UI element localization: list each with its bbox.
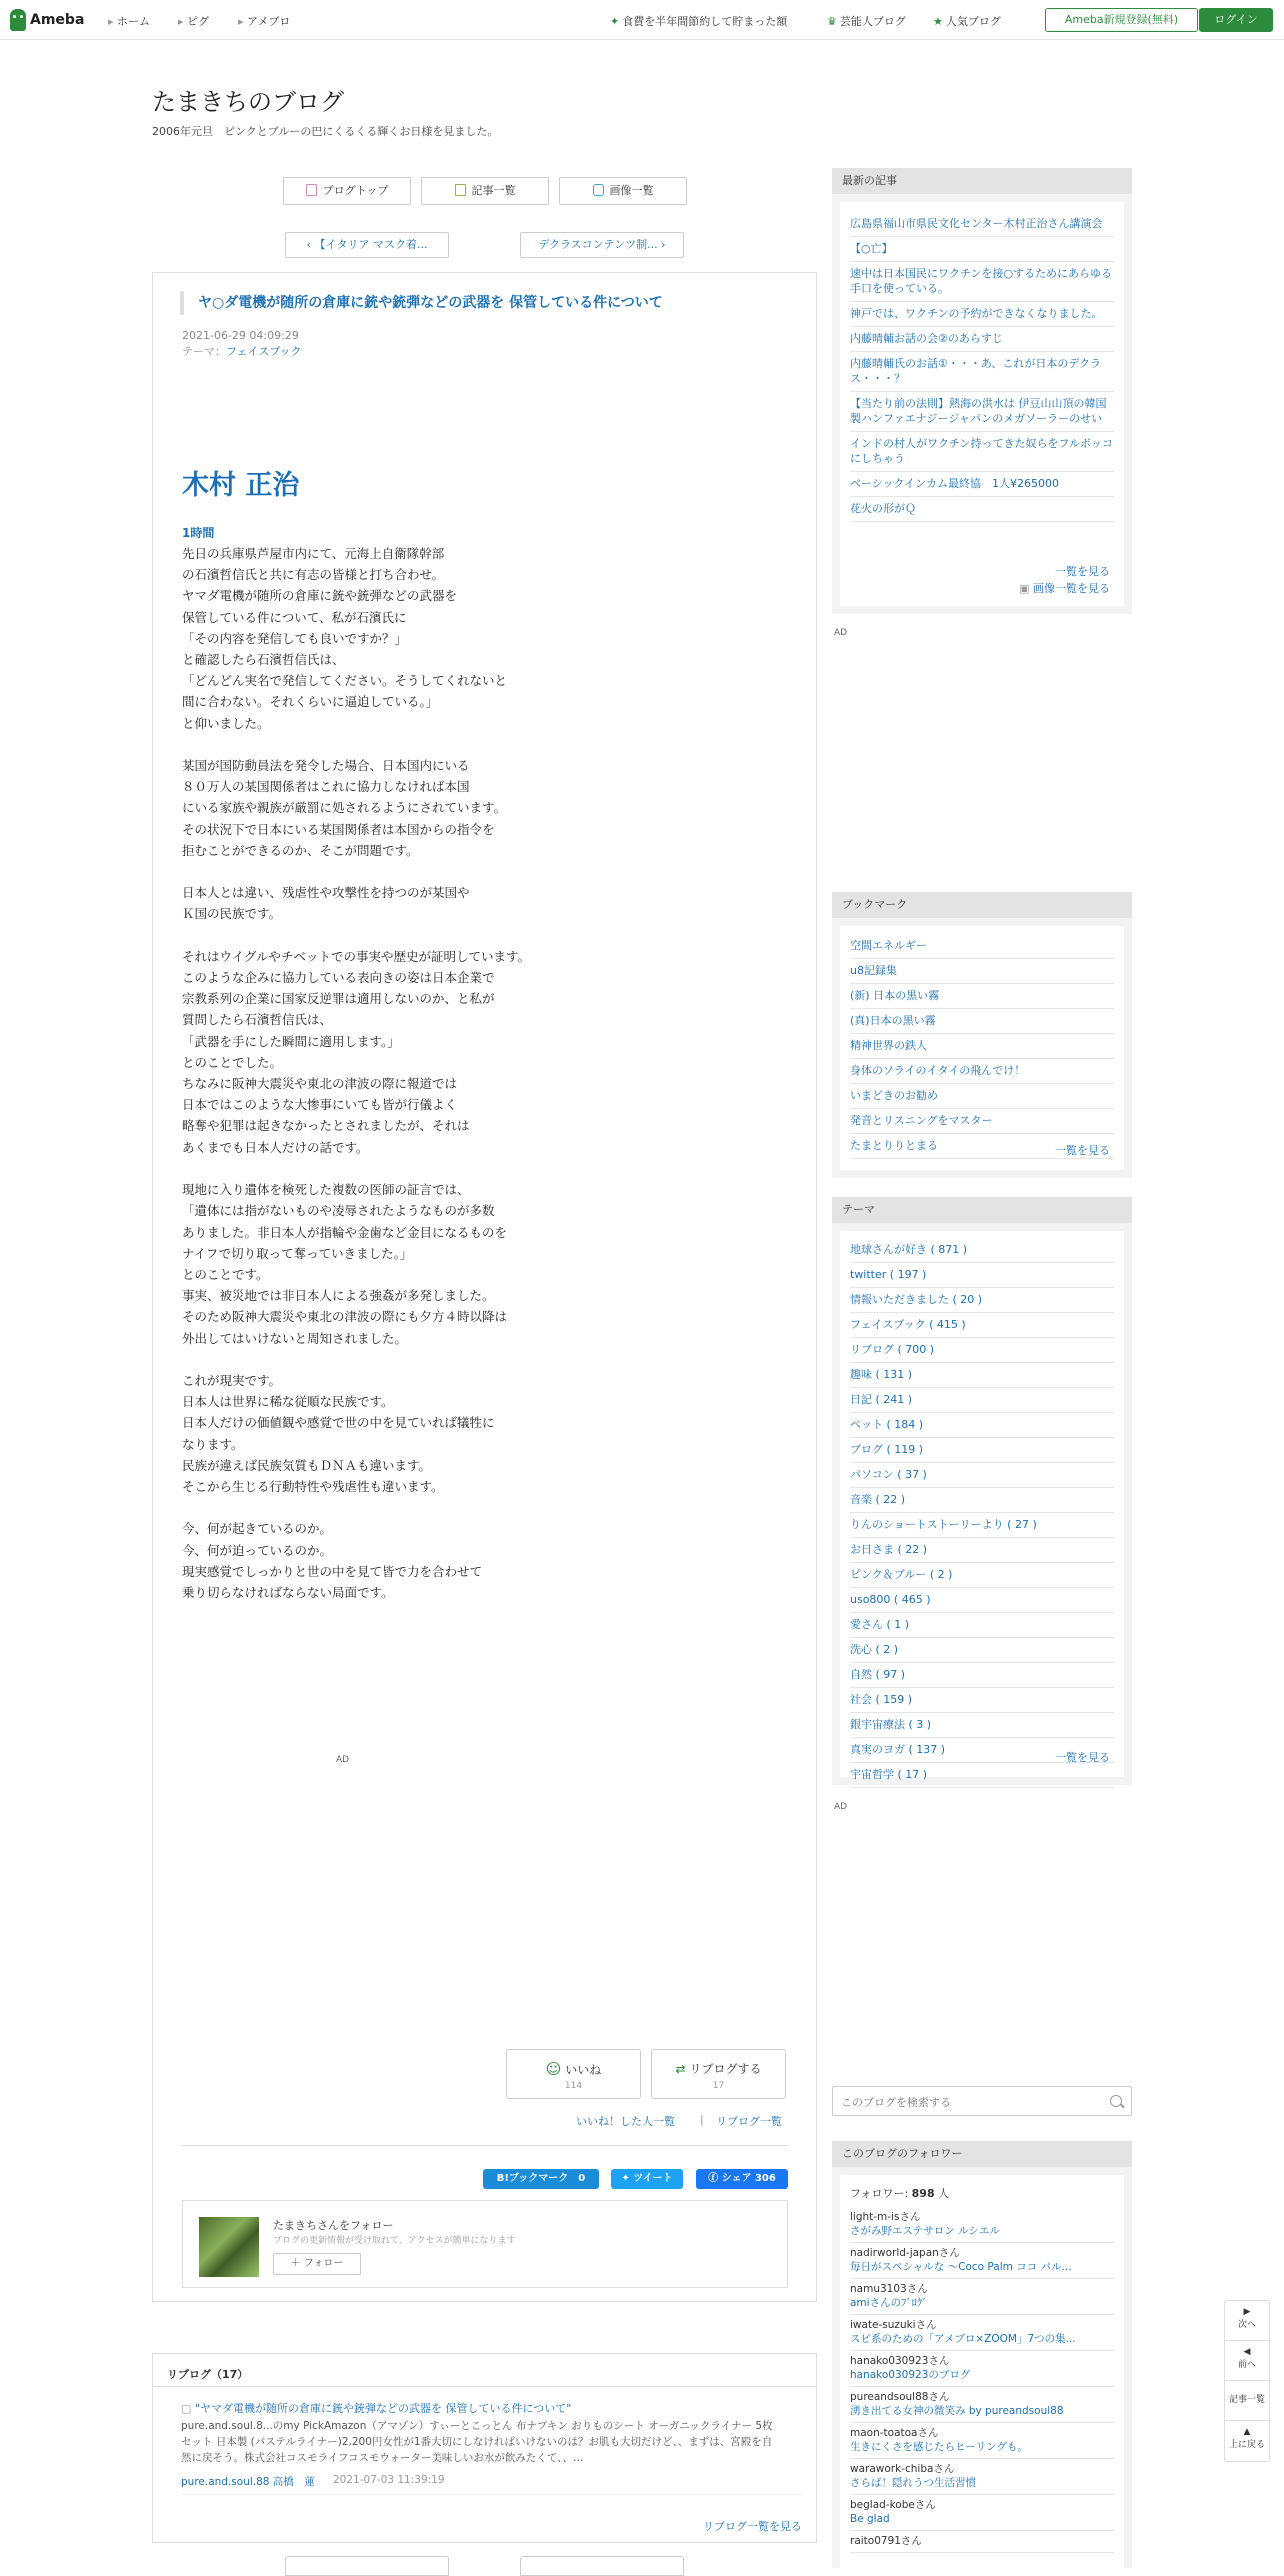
topic-link[interactable] <box>610 13 787 29</box>
prev-button[interactable] <box>1225 2341 1269 2381</box>
reblog-author[interactable]: pure.and.soul.88 高橋 蓮 <box>181 2476 315 2488</box>
bookmark-link[interactable]: たまとりりとまる <box>850 1134 1114 1159</box>
reblog-count: 17 <box>712 2081 725 2091</box>
divider <box>182 2145 788 2146</box>
tab-label: 画像一覧 <box>609 184 654 197</box>
bookmark-link[interactable]: 身体のソライのイタイの飛んでけ！ <box>850 1059 1114 1084</box>
entry-body: 先日の兵庫県芦屋市内にて、元海上自衛隊幹部 の石濱哲信氏と共に有志の皆様と打ち合わせ。 ヤマダ電機が随所の倉庫に銃や銃弾などの武器を 保管している件について、私が石濱氏に 「その内容を発信しても良いですか？」 と確認したら石濱哲信氏は、 「どんどん実名で発信してください。そうしてくれないと 間に合わない。それくらいに逼迫している。」 と仰いました。 某国が国防動員法を発令した場合、日本国内にいる ８０万人の某国関係者はこれに協力しなければ本国 にいる家族や親族が厳罰に処されるようにされています。 その状況下で日本にいる某国関係者は本国からの指令を 拒むことができるのか、そこが問題です。 日本人とは違い、残虐性や攻撃性を持つのが某国や Ｋ国の民族です。 それはウイグルやチベットでの事実や歴史が証明しています。 このような企みに協力している表向きの姿は日本企業で 宗教系列の企業に国家反逆罪は適用しないのか、と私が 質問したら石濱哲信氏は、 「武器を手にした瞬間に適用します。」 とのことでした。 ちなみに阪神大震災や東北の津波の際に報道では 日本ではこのような大惨事にいても皆が行儀よく 略奪や犯罪は起きなかったとされましたが、それは あくまでも日本人だけの話です。 現地に入り遺体を検死した複数の医師の証言では、 「遺体には指がないものや凌辱されたようなものが多数 ありました。非日本人が指輪や金歯など金目になるものを ナイフで切り取って奪っていきました。」 とのことです。 事実、被災地では非日本人による強姦が多発しました。 そのため阪神大震災や東北の津波の際にも夕方４時以降は 外出してはいけないと周知されました。 これが現実です。 日本人は世界に稀な従順な民族です。 日本人だけの価値観や感覚で世の中を見ていれば犠牲に なります。 民族が違えば民族気質もＤＮＡも違います。 そこから生じる行動特性や残虐性も違います。 今、何が起きているのか。 今、何が迫っているのか。 現実感覚でしっかりと世の中を見て皆で力を合わせて 乗り切らなければならない局面です。 <box>182 546 531 1600</box>
next-entry-link[interactable] <box>520 232 684 258</box>
image-icon: ▣ <box>1019 582 1033 595</box>
divider <box>181 2494 801 2495</box>
theme-link[interactable]: ブログ ( 119 ) <box>850 1438 1114 1463</box>
ameba-mark-icon <box>10 9 26 31</box>
chevron-right-icon: › <box>657 238 666 251</box>
follow-button[interactable]: ＋ フォロー <box>273 2253 361 2275</box>
follower-item[interactable] <box>850 2315 1114 2351</box>
theme-link[interactable]: パソコン ( 37 ) <box>850 1463 1114 1488</box>
theme-link[interactable]: 洗心 ( 2 ) <box>850 1638 1114 1663</box>
blog-search-input[interactable] <box>841 2093 1091 2111</box>
follower-name[interactable]: warawork-chibaさん <box>850 2463 955 2475</box>
tweet-label: ツイート <box>633 2173 673 2184</box>
theme-link[interactable]: uso800 ( 465 ) <box>850 1588 1114 1613</box>
register-button[interactable]: Ameba新規登録(無料) <box>1045 8 1198 32</box>
hatena-bookmark-button[interactable] <box>483 2169 599 2189</box>
recent-entry-link[interactable]: 内藤晴輔氏のお話①・・・あ、これが日本のデクラス・・・？ <box>850 352 1114 392</box>
entry-list-button[interactable] <box>1225 2381 1269 2421</box>
reblog-entry-title[interactable] <box>181 2400 571 2416</box>
like-count: 114 <box>564 2081 583 2091</box>
crown-icon: ♛ <box>827 15 837 28</box>
theme-link[interactable]: 愛さん ( 1 ) <box>850 1613 1114 1638</box>
theme-link[interactable]: ピンク＆ブルー ( 2 ) <box>850 1563 1114 1588</box>
follower-item[interactable] <box>850 2279 1114 2315</box>
post-time-ago[interactable]: 1時間 <box>182 526 215 540</box>
entry-title[interactable]: ヤ○ダ電機が随所の倉庫に銃や銃弾などの武器を 保管している件について <box>180 291 780 315</box>
follower-blog-link[interactable]: 毎日がスペシャルな 〜Coco Palm ココ パル... <box>850 2261 1072 2273</box>
follower-count-value: 898 <box>911 2187 935 2200</box>
celebrity-blog-link[interactable] <box>827 13 906 29</box>
login-button[interactable]: ログイン <box>1199 8 1273 32</box>
follower-blog-link[interactable]: 湧き出てる女神の微笑み by pureandsoul88 <box>850 2405 1064 2417</box>
bookmark-link[interactable]: (新) 日本の黒い霧 <box>850 984 1114 1009</box>
follower-name[interactable]: maon-toatoaさん <box>850 2427 939 2439</box>
theme-link[interactable]: 社会 ( 159 ) <box>850 1688 1114 1713</box>
nav-ameblo[interactable]: ▸ アメブロ <box>238 13 290 29</box>
follow-title: たまきちさんをフォロー <box>273 2219 394 2232</box>
follower-item[interactable] <box>850 2531 1114 2553</box>
recent-entries-widget <box>832 168 1132 614</box>
back-to-top-button[interactable] <box>1225 2421 1269 2461</box>
recent-more-link[interactable]: 一覧を見る <box>1055 565 1110 578</box>
tab-label: ブログトップ <box>322 184 389 197</box>
follower-blog-link[interactable]: スピ系のための「アメブロ×ZOOM」7つの集... <box>850 2333 1076 2345</box>
entry-list-label: 記事一覧 <box>1228 2395 1265 2405</box>
reblog-section-title: リブログ（17） <box>167 2368 249 2381</box>
follow-description: ブログの更新情報が受け取れて、アクセスが簡単になります <box>273 2236 516 2246</box>
follower-blog-link[interactable]: hanako030923のブログ <box>850 2369 971 2381</box>
recent-entry-link[interactable]: 【当たり前の法則】熱海の洪水は 伊豆山山頂の韓国製ハンファエナジージャパンのメガソーラーのせい <box>850 392 1114 432</box>
smile-icon: ☺ <box>545 2060 562 2078</box>
bookmark-link[interactable]: (真)日本の黒い霧 <box>850 1009 1114 1034</box>
theme-label: テーマ： <box>182 345 226 358</box>
like-button[interactable] <box>506 2049 641 2099</box>
recent-entry-link[interactable]: 内藤晴輔お話の会②のあらすじ <box>850 327 1114 352</box>
follower-name[interactable]: pureandsoul88さん <box>850 2391 950 2403</box>
search-icon[interactable] <box>1110 2095 1122 2107</box>
bookmark-label: B!ブックマーク <box>496 2173 569 2184</box>
nav-home[interactable]: ▸ ホーム <box>108 13 150 29</box>
follower-name[interactable]: raito0791さん <box>850 2535 922 2547</box>
recent-entries-panel <box>840 202 1124 606</box>
popular-blog-link[interactable] <box>933 13 1001 29</box>
tweet-button[interactable] <box>611 2169 683 2189</box>
images-more-label: 画像一覧を見る <box>1033 582 1110 595</box>
popular-blog-label: 人気ブログ <box>945 15 1001 28</box>
theme-link[interactable]: 銀宇宙療法 ( 3 ) <box>850 1713 1114 1738</box>
link-separator: | <box>700 2113 704 2126</box>
follower-count-suffix: 人 <box>934 2187 950 2200</box>
facebook-icon: ⓕ <box>708 2173 719 2184</box>
article <box>152 272 817 2302</box>
star-icon: ✦ <box>610 15 620 28</box>
themes-widget <box>832 1197 1132 1785</box>
recent-entries-title: 最新の記事 <box>832 168 1132 194</box>
ameba-logo[interactable] <box>10 8 84 32</box>
themes-more-link[interactable]: 一覧を見る <box>1055 1751 1110 1764</box>
topic-link-label: 食費を半年間節約して貯まった額 <box>622 15 788 28</box>
play-left-icon: ◀ <box>1243 2347 1251 2357</box>
reblog-entry-title-text: "ヤマダ電機が随所の倉庫に銃や銃弾などの武器を 保管している件について" <box>194 2402 572 2415</box>
bookmarks-more-link[interactable]: 一覧を見る <box>1055 1144 1110 1157</box>
star-icon: ★ <box>933 15 943 28</box>
blog-title[interactable]: たまきちのブログ <box>152 88 344 116</box>
divider <box>153 2386 816 2387</box>
themes-title: テーマ <box>832 1197 1132 1223</box>
follower-blog-link[interactable]: 生きにくさを感じたらヒーリングも。 <box>850 2441 1028 2453</box>
theme-link[interactable]: 趣味 ( 131 ) <box>850 1363 1114 1388</box>
follower-blog-link[interactable]: amiさんのﾌﾞﾛｸﾞ <box>850 2297 928 2309</box>
back-to-top-label: 上に戻る <box>1228 2440 1265 2450</box>
tab-blog-top[interactable] <box>283 177 411 205</box>
blog-thumbnail[interactable] <box>199 2217 259 2277</box>
prev-entry-link-bottom[interactable] <box>285 2556 449 2576</box>
followers-widget <box>832 2141 1132 2568</box>
follower-count <box>850 2185 949 2201</box>
theme-link[interactable]: 地球さんが好き ( 871 ) <box>850 1238 1114 1263</box>
like-label: いいね <box>565 2063 602 2077</box>
nav-pigg[interactable]: ▸ ピグ <box>178 13 209 29</box>
tab-entry-list[interactable] <box>421 177 549 205</box>
tab-image-list[interactable] <box>559 177 687 205</box>
reblog-date: 2021-07-03 11:39:19 <box>333 2474 445 2486</box>
theme-link[interactable]: りんのショートストーリーより ( 27 ) <box>850 1513 1114 1538</box>
tab-label: 記事一覧 <box>471 184 516 197</box>
follower-item[interactable] <box>850 2351 1114 2387</box>
reblog-button[interactable] <box>651 2049 786 2099</box>
bookmark-link[interactable]: 精神世界の鉄人 <box>850 1034 1114 1059</box>
reblogs-list-link[interactable]: リブログ一覧 <box>716 2115 782 2128</box>
document-icon <box>455 184 466 196</box>
global-header <box>0 0 1284 40</box>
likes-list-link[interactable]: いいね！した人一覧 <box>576 2115 675 2128</box>
theme-link[interactable]: twitter ( 197 ) <box>850 1263 1114 1288</box>
follower-name[interactable]: iwate-suzukiさん <box>850 2319 937 2331</box>
follower-name[interactable]: hanako030923さん <box>850 2355 950 2367</box>
bookmark-link[interactable]: 空間エネルギー <box>850 934 1114 959</box>
bookmarks-list <box>850 934 1114 1159</box>
blog-search-box <box>832 2086 1132 2116</box>
theme-link[interactable]: フェイスブック <box>226 345 302 358</box>
follower-item[interactable] <box>850 2243 1114 2279</box>
theme-link[interactable]: ペット ( 184 ) <box>850 1413 1114 1438</box>
arrow-up-icon: ▲ <box>1243 2427 1251 2437</box>
follower-name[interactable]: nadirworld-japanさん <box>850 2247 960 2259</box>
follower-name[interactable]: beglad-kobeさん <box>850 2499 936 2511</box>
next-entry-link-bottom[interactable] <box>520 2556 684 2576</box>
theme-link[interactable]: 真実のヨガ ( 137 ) <box>850 1738 1114 1763</box>
recent-entry-link[interactable]: 花火の形がＱ <box>850 497 1114 522</box>
followers-title: このブログのフォロワー <box>832 2141 1132 2167</box>
recent-entry-link[interactable]: ベーシックインカム最終協 1人¥265000 <box>850 472 1114 497</box>
follower-item[interactable] <box>850 2495 1114 2531</box>
bookmark-link[interactable]: 発音とリスニングをマスター <box>850 1109 1114 1134</box>
chevron-left-icon: ‹ <box>306 238 315 251</box>
follower-name[interactable]: light-m-isさん <box>850 2211 921 2223</box>
blog-description: 2006年元旦 ピンクとブルーの巴にくるくる輝くお日様を見ました。 <box>152 125 499 138</box>
bookmarks-title: ブックマーク <box>832 892 1132 918</box>
prev-label: 前へ <box>1237 2360 1256 2370</box>
recent-entry-link[interactable]: 【○亡】 <box>850 237 1114 262</box>
recent-entries-list <box>850 212 1114 522</box>
ad-label: AD <box>834 1802 848 1812</box>
recent-entry-link[interactable]: 速中は日本国民にワクチンを接○するためにあらゆる手口を使っている。 <box>850 262 1114 302</box>
reblog-label: リブログする <box>689 2062 762 2076</box>
next-entry-label: デクラスコンテンツ制... <box>538 238 658 251</box>
follower-item[interactable] <box>850 2459 1114 2495</box>
play-right-icon: ▶ <box>1243 2307 1251 2317</box>
reblog-entry-excerpt: pure.and.soul.8...のmy PickAmazon（アマゾン）すぃーとこっとん 布ナプキン おりものシート オーガニックライナー 5枚セット 日本製 (パステルライナー)2,200円女性が1番大切にしなければいけないのは？お肌も大切だけど、、まずは、宮殿を自然に戻そう。株式会社コスモライフコスモウォーター美味しいお水が飲みたくて、、… <box>181 2420 773 2464</box>
follow-box <box>182 2200 788 2288</box>
followers-list <box>850 2207 1114 2553</box>
prev-entry-link[interactable] <box>285 232 449 258</box>
theme-link[interactable]: 自然 ( 97 ) <box>850 1663 1114 1688</box>
theme-link[interactable]: 音楽 ( 22 ) <box>850 1488 1114 1513</box>
bookmark-link[interactable]: いまどきのお勧め <box>850 1084 1114 1109</box>
logo-text: Ameba <box>30 12 85 28</box>
ad-label: AD <box>336 1755 350 1765</box>
follower-count-label: フォロワー: <box>850 2187 912 2200</box>
celebrity-blog-label: 芸能人ブログ <box>839 15 906 28</box>
next-button[interactable] <box>1225 2301 1269 2341</box>
next-label: 次へ <box>1237 2320 1256 2330</box>
fb-share-count: 306 <box>754 2173 776 2184</box>
facebook-share-button[interactable] <box>696 2169 788 2189</box>
camera-icon <box>593 184 604 196</box>
theme-link[interactable]: フェイスブック ( 415 ) <box>850 1313 1114 1338</box>
prev-entry-label: 【イタリア マスク着... <box>314 238 428 251</box>
bookmark-count: 0 <box>578 2173 586 2184</box>
home-icon <box>306 184 317 196</box>
floating-nav <box>1224 2300 1270 2462</box>
recent-entry-link[interactable]: インドの村人がワクチン持ってきた奴らをフルボッコにしちゃう <box>850 432 1114 472</box>
themes-panel <box>840 1231 1124 1781</box>
bookmarks-widget <box>832 892 1132 1178</box>
follower-item[interactable] <box>850 2423 1114 2459</box>
theme-link[interactable]: 宇宙哲学 ( 17 ) <box>850 1763 1114 1788</box>
reblog-section <box>152 2353 817 2543</box>
follower-item[interactable] <box>850 2207 1114 2243</box>
bookmarks-panel <box>840 926 1124 1170</box>
follower-item[interactable] <box>850 2387 1114 2423</box>
reblog-icon: ⇄ <box>675 2062 686 2076</box>
follower-blog-link[interactable]: さがみ野エステサロン ルシエル <box>850 2225 1000 2237</box>
author-name[interactable]: 木村 正治 <box>182 470 300 501</box>
reblog-doc-icon: ▢ <box>181 2402 195 2415</box>
ad-label: AD <box>834 628 848 638</box>
fb-share-label: シェア <box>721 2173 752 2184</box>
bookmark-link[interactable]: u8記録集 <box>850 959 1114 984</box>
entry-date: 2021-06-29 04:09:29 <box>182 329 299 342</box>
theme-link[interactable]: お日さま ( 22 ) <box>850 1538 1114 1563</box>
themes-list <box>850 1238 1114 1788</box>
twitter-bird-icon: ✦ <box>621 2173 630 2184</box>
recent-entry-link[interactable]: 神戸では、ワクチンの予約ができなくなりました。 <box>850 302 1114 327</box>
recent-entry-link[interactable]: 広島県福山市県民文化センター木村正治さん講演会 <box>850 212 1114 237</box>
images-more-link[interactable] <box>1019 580 1110 596</box>
reblog-list-link[interactable]: リブログ一覧を見る <box>703 2520 802 2533</box>
follower-name[interactable]: namu3103さん <box>850 2283 928 2295</box>
follower-blog-link[interactable]: さらば！隠れうつ生活習慣 <box>850 2477 976 2489</box>
theme-link[interactable]: リブログ ( 700 ) <box>850 1338 1114 1363</box>
theme-link[interactable]: 日記 ( 241 ) <box>850 1388 1114 1413</box>
theme-link[interactable]: 情報いただきました ( 20 ) <box>850 1288 1114 1313</box>
follower-blog-link[interactable]: Be glad <box>850 2513 890 2525</box>
followers-panel <box>840 2175 1124 2568</box>
entry-theme <box>182 343 302 359</box>
